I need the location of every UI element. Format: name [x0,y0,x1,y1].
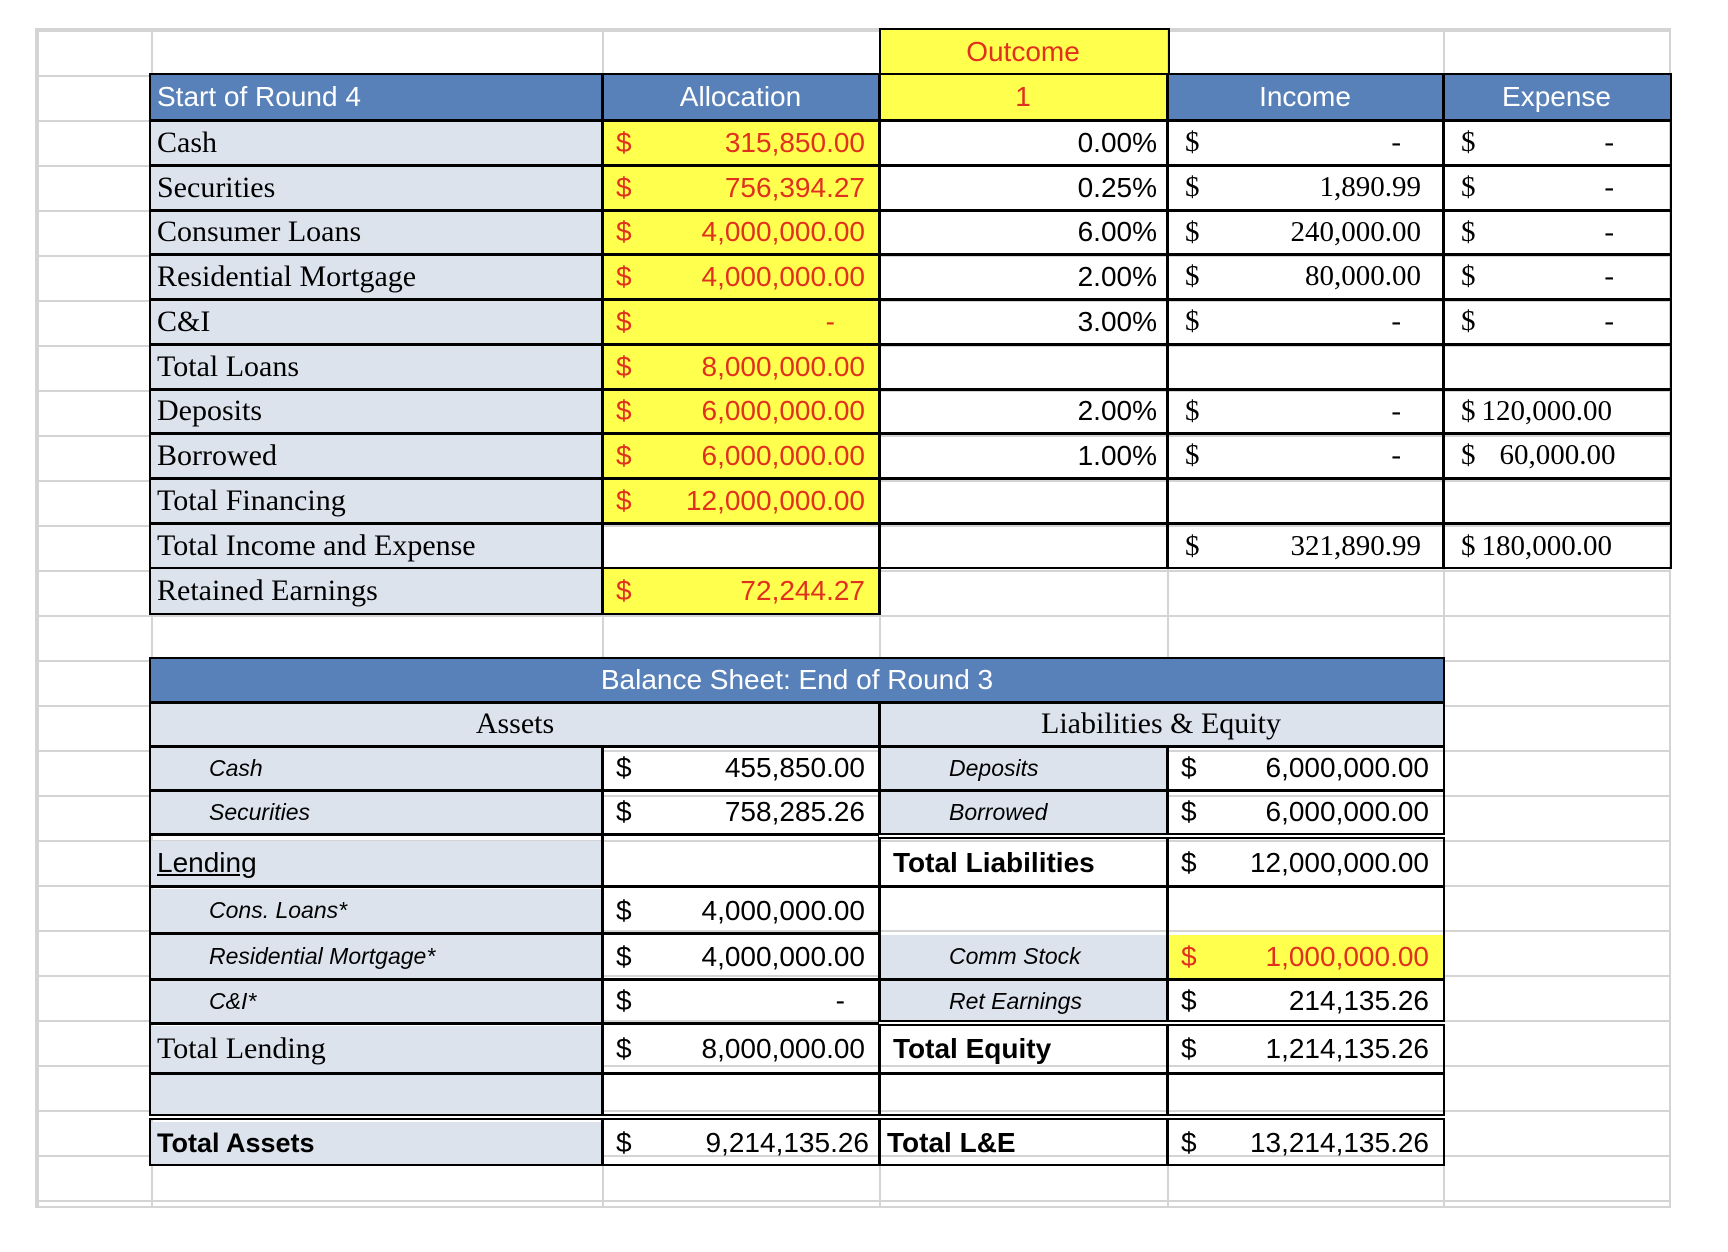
row-divider [149,833,879,836]
row-divider [149,978,1445,981]
currency-symbol: $ [1461,260,1476,292]
rate-cell[interactable]: 6.00% [1077,216,1157,247]
row-label[interactable]: Total Income and Expense [151,523,602,569]
rate-cell[interactable]: 2.00% [1077,260,1157,292]
allocation-cell[interactable] [602,254,879,299]
amount: 8,000,000.00 [701,350,865,382]
currency-symbol: $ [1461,305,1476,337]
bs-total-le-label[interactable]: Total L&E [887,1127,1016,1158]
allocation-cell[interactable] [602,210,879,254]
income-header[interactable]: Income [1167,74,1443,120]
bs-borrowed-value[interactable] [1167,791,1443,833]
row-label[interactable]: Securities [151,165,602,210]
allocation-header[interactable]: Allocation [602,74,879,120]
income-cell[interactable] [1167,478,1443,523]
amount: 240,000.00 [1290,215,1421,248]
currency-symbol: $ [1181,940,1197,972]
rate-cell[interactable]: 2.00% [1077,395,1157,426]
row-divider [149,522,1672,525]
amount: 756,394.27 [724,171,865,203]
bs-cash-value[interactable] [602,747,879,789]
amount: - [1391,439,1401,471]
amount: - [1604,126,1614,158]
assets-header[interactable]: Assets [151,703,879,745]
row-label[interactable]: C&I [151,299,602,344]
currency-symbol: $ [1181,847,1197,878]
bs-deposits-label[interactable]: Deposits [879,747,1167,789]
row-divider [879,789,1445,792]
bs-securities-label[interactable]: Securities [151,791,602,833]
currency-symbol: $ [1181,1033,1197,1064]
amount: 9,214,135.26 [705,1127,869,1158]
bs-cons-loans-label[interactable]: Cons. Loans* [151,889,602,932]
currency-symbol: $ [1185,215,1200,248]
row-divider [149,253,1672,256]
currency-symbol: $ [1185,529,1200,562]
row-divider [149,209,1672,212]
row-divider [149,701,1445,704]
currency-symbol: $ [616,940,632,972]
expense-cell[interactable] [1443,523,1670,569]
amount: 1,214,135.26 [1265,1033,1429,1064]
income-cell[interactable] [1167,344,1443,389]
income-cell[interactable] [1167,433,1443,478]
allocation-cell[interactable] [602,165,879,210]
outcome-label[interactable]: Outcome [879,30,1167,74]
allocation-cell[interactable] [602,389,879,433]
row-divider [149,164,1672,167]
allocation-cell[interactable] [602,299,879,344]
row-label[interactable]: Consumer Loans [151,210,602,254]
currency-symbol: $ [616,575,632,606]
allocation-cell[interactable] [602,478,879,523]
bs-ci-label[interactable]: C&I* [151,980,602,1022]
amount: 4,000,000.00 [701,940,865,972]
amount: - [1391,305,1401,337]
amount: 4,000,000.00 [701,216,865,247]
currency-symbol: $ [616,126,632,158]
empty-cell[interactable] [151,1074,602,1114]
bs-cons-loans-value[interactable] [602,889,879,932]
bs-ret-earnings-label[interactable]: Ret Earnings [879,980,1167,1022]
bs-total-assets-label[interactable]: Total Assets [151,1122,602,1164]
currency-symbol: $ [1461,215,1476,248]
amount: 455,850.00 [724,752,865,783]
bs-total-assets-value[interactable] [602,1122,879,1164]
amount: 321,890.99 [1290,529,1421,562]
col-divider [1166,73,1169,569]
rate-cell[interactable] [879,523,1167,569]
bs-ret-earnings-value[interactable] [1167,980,1443,1022]
liabilities-equity-header[interactable]: Liabilities & Equity [879,703,1443,745]
allocation-cell[interactable] [602,433,879,478]
row-divider [149,789,879,792]
amount: 180,000.00 [1481,529,1612,562]
bs-total-equity-value[interactable] [1167,1026,1443,1072]
rate-cell[interactable] [879,344,1167,389]
empty-cell[interactable] [602,841,879,885]
currency-symbol: $ [1185,126,1200,158]
currency-symbol: $ [1461,439,1476,471]
allocation-cell[interactable] [602,344,879,389]
income-cell[interactable] [1167,389,1443,433]
currency-symbol: $ [616,1033,632,1064]
amount: - [1604,215,1614,248]
amount: 13,214,135.26 [1249,1127,1429,1158]
outcome-number[interactable]: 1 [879,74,1167,120]
allocation-cell[interactable] [602,120,879,165]
row-label[interactable]: Borrowed [151,433,602,478]
row-label[interactable]: Cash [151,120,602,165]
currency-symbol: $ [1185,439,1200,471]
currency-symbol: $ [1181,796,1197,827]
currency-symbol: $ [1181,985,1197,1016]
amount: 214,135.26 [1288,985,1429,1016]
row-label[interactable]: Total Financing [151,478,602,523]
currency-symbol: $ [616,894,632,926]
currency-symbol: $ [616,752,632,783]
expense-header[interactable]: Expense [1443,74,1670,120]
expense-cell[interactable] [1443,254,1670,299]
currency-symbol: $ [1181,1127,1197,1158]
amount: 4,000,000.00 [701,260,865,292]
amount: 12,000,000.00 [685,484,865,516]
amount: - [835,985,845,1016]
bs-res-mortgage-label[interactable]: Residential Mortgage* [151,935,602,978]
bs-deposits-value[interactable] [1167,747,1443,789]
currency-symbol: $ [1461,529,1476,562]
expense-cell[interactable] [1443,389,1670,433]
bs-lending-label[interactable]: Lending [151,841,602,885]
row-divider [149,343,1672,346]
currency-symbol: $ [616,305,632,337]
amount: 315,850.00 [724,126,865,158]
amount: 6,000,000.00 [701,395,865,426]
bs-res-mortgage-value[interactable] [602,935,879,978]
double-underline [149,1114,1445,1120]
currency-symbol: $ [1181,752,1197,783]
amount: 6,000,000.00 [1265,796,1429,827]
amount: - [1604,305,1614,337]
income-cell[interactable] [1167,120,1443,165]
income-cell[interactable] [1167,210,1443,254]
amount: - [1391,126,1401,158]
currency-symbol: $ [616,484,632,516]
amount: - [825,305,835,337]
bs-securities-value[interactable] [602,791,879,833]
allocation-cell[interactable] [602,523,879,569]
currency-symbol: $ [616,216,632,247]
bs-total-liabilities-value[interactable] [1167,841,1443,885]
bs-comm-stock-label[interactable]: Comm Stock [879,935,1167,978]
income-cell[interactable] [1167,299,1443,344]
bs-borrowed-label[interactable]: Borrowed [879,791,1167,833]
amount: 8,000,000.00 [701,1033,865,1064]
row-label[interactable]: Deposits [151,389,602,433]
amount: 120,000.00 [1481,394,1612,427]
currency-symbol: $ [616,171,632,203]
bs-total-liabilities-label[interactable]: Total Liabilities [893,847,1095,878]
rate-cell[interactable]: 1.00% [1077,439,1157,471]
balance-sheet-title[interactable]: Balance Sheet: End of Round 3 [151,659,1443,701]
currency-symbol: $ [1461,394,1476,427]
bs-cash-label[interactable]: Cash [151,747,602,789]
currency-symbol: $ [616,985,632,1016]
row-divider [149,1072,1445,1075]
expense-cell[interactable] [1443,478,1670,523]
income-cell[interactable] [1167,254,1443,299]
amount: 12,000,000.00 [1249,847,1429,878]
amount: - [1604,260,1614,292]
row-divider [149,932,879,935]
row-label[interactable]: Total Loans [151,344,602,389]
currency-symbol: $ [1461,126,1476,158]
col-divider [1442,73,1445,569]
currency-symbol: $ [616,1127,632,1158]
currency-symbol: $ [1185,394,1200,427]
row-divider [149,885,1445,888]
rate-cell[interactable]: 3.00% [1077,305,1157,337]
income-cell[interactable] [1167,523,1443,569]
amount: 60,000.00 [1499,439,1616,471]
row-divider [149,432,1672,435]
expense-cell[interactable] [1443,344,1670,389]
row-divider [149,298,1672,301]
row-divider [149,745,1445,748]
amount: 4,000,000.00 [701,894,865,926]
row-divider [149,388,1672,391]
col-divider [601,745,604,1166]
currency-symbol: $ [616,395,632,426]
currency-symbol: $ [1185,305,1200,337]
double-underline [879,1020,1445,1026]
amount: 1,000,000.00 [1265,940,1429,972]
currency-symbol: $ [1461,171,1476,203]
currency-symbol: $ [616,796,632,827]
round-title[interactable]: Start of Round 4 [151,74,602,120]
amount: 758,285.26 [724,796,865,827]
bs-total-lending-label[interactable]: Total Lending [151,1026,602,1072]
currency-symbol: $ [1185,260,1200,292]
row-divider [149,1022,879,1025]
amount: - [1604,171,1614,203]
expense-cell[interactable] [1443,299,1670,344]
row-divider [149,477,1672,480]
rate-cell[interactable]: 0.25% [1077,171,1157,203]
rate-cell[interactable]: 0.00% [1077,126,1157,158]
income-cell[interactable] [1167,165,1443,210]
amount: 6,000,000.00 [1265,752,1429,783]
rate-cell[interactable] [879,478,1167,523]
col-divider [1166,745,1169,1166]
currency-symbol: $ [616,260,632,292]
expense-cell[interactable] [1443,433,1670,478]
expense-cell[interactable] [1443,120,1670,165]
currency-symbol: $ [1185,171,1200,203]
row-divider [149,119,1672,122]
double-underline [879,833,1445,839]
retained-earnings-value[interactable] [602,569,879,613]
expense-cell[interactable] [1443,210,1670,254]
expense-cell[interactable] [1443,165,1670,210]
amount: - [1391,394,1401,427]
amount: 80,000.00 [1305,260,1421,292]
amount: 6,000,000.00 [701,439,865,471]
bs-total-le-value[interactable] [1167,1122,1443,1164]
currency-symbol: $ [616,350,632,382]
retained-earnings-label[interactable]: Retained Earnings [151,569,602,613]
bs-comm-stock-value[interactable] [1167,935,1443,978]
amount: 72,244.27 [740,575,865,606]
currency-symbol: $ [616,439,632,471]
row-label[interactable]: Residential Mortgage [151,254,602,299]
amount: 1,890.99 [1319,171,1421,203]
bs-total-equity-label[interactable]: Total Equity [893,1033,1052,1064]
bs-ci-value[interactable] [602,980,879,1022]
bs-total-lending-value[interactable] [602,1026,879,1072]
